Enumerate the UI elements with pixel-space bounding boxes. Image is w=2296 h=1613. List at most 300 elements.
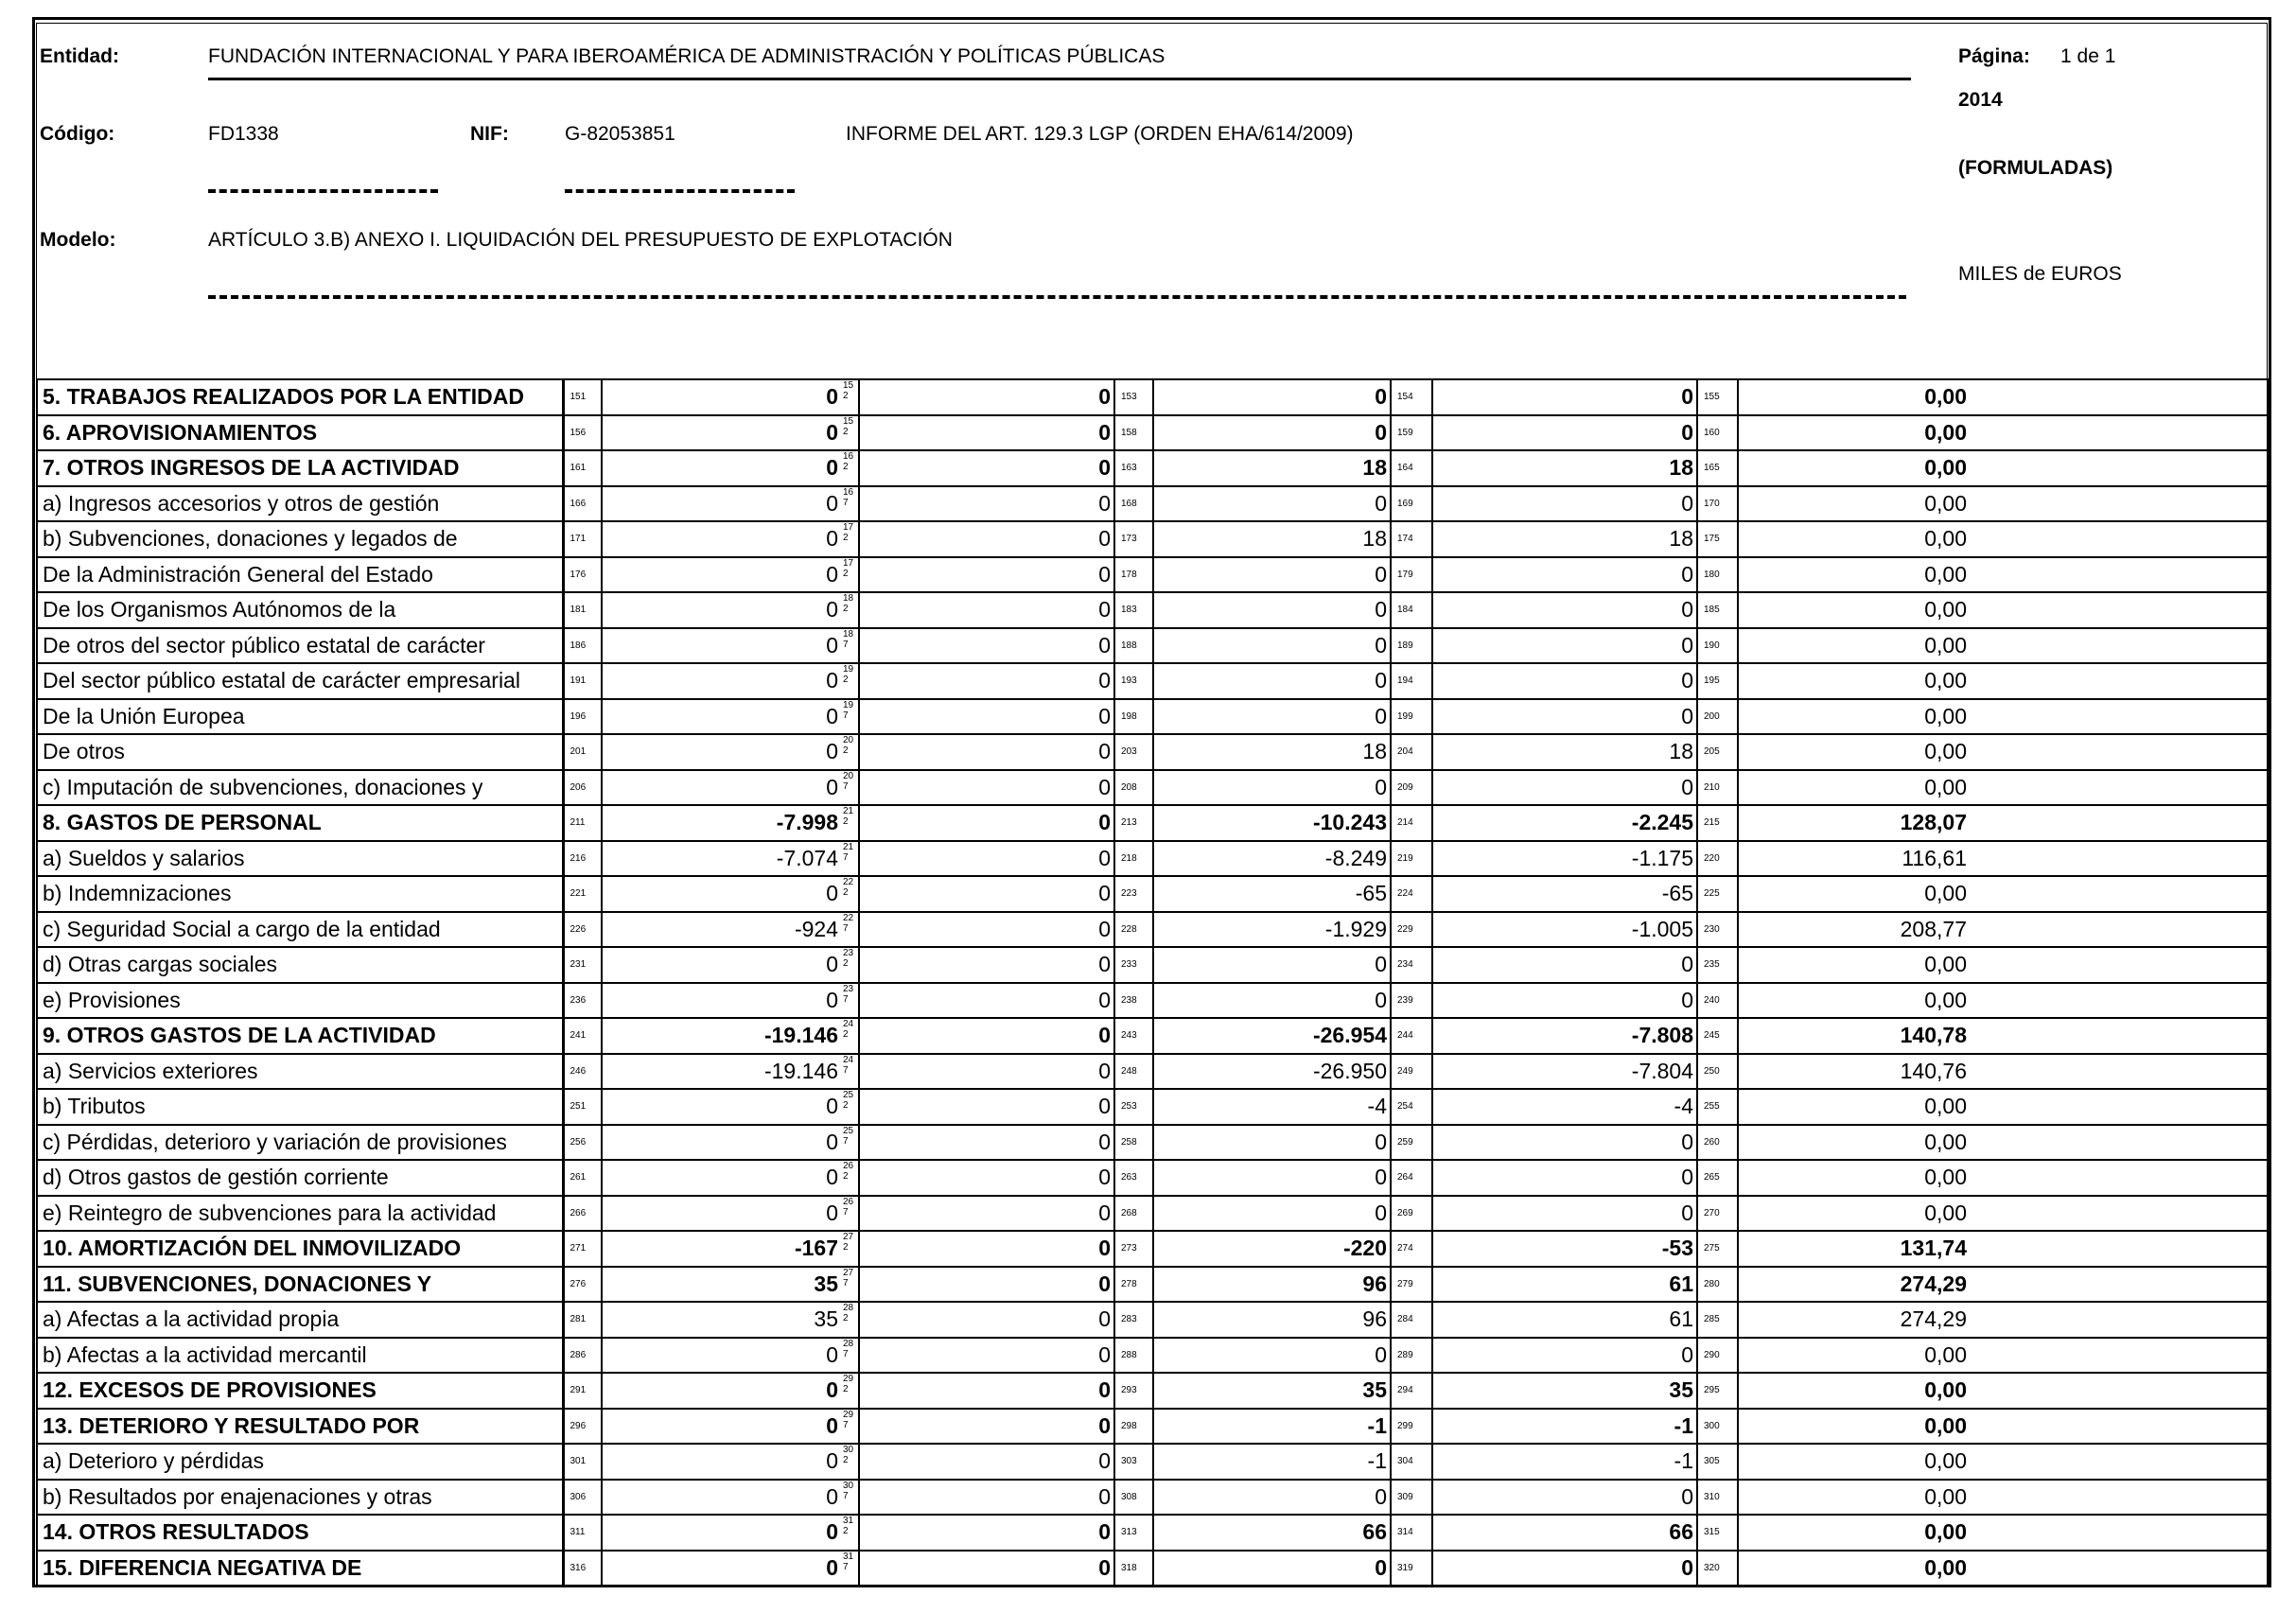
row-label: d) Otros gastos de gestión corriente [37,1160,563,1196]
code-col3: 183 [1114,592,1153,628]
value-col4: 35 [1432,1373,1697,1409]
blank-cell [1978,699,2269,735]
code-stack-bottom: 7 [843,1561,849,1572]
row-label: b) Resultados por enajenaciones y otras [37,1480,563,1516]
code-col3: 233 [1114,947,1153,983]
value-col3: 0 [1153,1160,1391,1196]
code-stack-top: 26 [843,1161,854,1171]
entidad-label: Entidad: [40,45,119,67]
code-col2 [841,1373,859,1409]
row-label: 13. DETERIORO Y RESULTADO POR [37,1409,563,1445]
percent-value: 0,00 [1738,379,1978,415]
code-col2 [841,1196,859,1232]
value-col4: -53 [1432,1231,1697,1267]
code-col5: 170 [1697,486,1738,522]
code-col1: 251 [563,1089,602,1125]
code-stack-bottom: 2 [843,604,849,614]
code-col1: 161 [563,450,602,486]
value-col2: 0 [859,841,1114,877]
code-col3: 223 [1114,876,1153,912]
code-col4: 244 [1391,1018,1432,1054]
row-label: 9. OTROS GASTOS DE LA ACTIVIDAD [37,1018,563,1054]
code-stack-bottom: 7 [843,1135,849,1147]
code-col1: 266 [563,1196,602,1232]
percent-value: 0,00 [1738,415,1978,451]
code-stack-bottom: 2 [843,1100,849,1111]
code-col2 [841,379,859,415]
value-col1: 0 [602,557,841,593]
percent-value: 0,00 [1738,983,1978,1019]
value-col2: 0 [859,1338,1114,1374]
value-col3: -26.954 [1153,1018,1391,1054]
value-col3: 0 [1153,1338,1391,1374]
code-col1: 176 [563,557,602,593]
value-col2: 0 [859,1231,1114,1267]
value-col4: 61 [1432,1302,1697,1338]
code-col1: 216 [563,841,602,877]
table-row [37,592,2269,628]
code-col1: 156 [563,415,602,451]
code-col1: 291 [563,1373,602,1409]
value-col4: 0 [1432,1338,1697,1374]
code-col2 [841,450,859,486]
code-col4: 174 [1391,521,1432,557]
blank-cell [1978,557,2269,593]
code-col2 [841,983,859,1019]
code-stack-top: 30 [843,1445,854,1455]
code-col4: 154 [1391,379,1432,415]
blank-cell [1978,1444,2269,1480]
code-col1: 306 [563,1480,602,1516]
value-col4: 0 [1432,415,1697,451]
code-stack-bottom: 2 [843,1384,849,1394]
code-stack-bottom: 7 [843,710,849,721]
code-col1: 281 [563,1302,602,1338]
code-col5: 315 [1697,1515,1738,1551]
code-stack-bottom: 2 [843,568,849,579]
row-label: c) Seguridad Social a cargo de la entidad [37,912,563,948]
row-label: b) Afectas a la actividad mercantil [37,1338,563,1374]
value-col1: 0 [602,486,841,522]
value-col1: 0 [602,592,841,628]
code-col4: 279 [1391,1267,1432,1303]
pagina-label: Página: [1958,45,2030,67]
code-col2 [841,1125,859,1161]
blank-cell [1978,486,2269,522]
percent-value: 0,00 [1738,486,1978,522]
code-col5: 310 [1697,1480,1738,1516]
value-col4: 0 [1432,1196,1697,1232]
modelo-label: Modelo: [40,229,116,251]
table-row [37,557,2269,593]
code-col1: 271 [563,1231,602,1267]
blank-cell [1978,983,2269,1019]
value-col4: 0 [1432,1160,1697,1196]
row-label: 14. OTROS RESULTADOS [37,1515,563,1551]
value-col1: 0 [602,983,841,1019]
row-label: 15. DIFERENCIA NEGATIVA DE [37,1551,563,1587]
code-col2 [841,1444,859,1480]
code-col5: 255 [1697,1089,1738,1125]
code-col1: 236 [563,983,602,1019]
code-stack-bottom: 7 [843,1277,849,1289]
value-col4: 0 [1432,628,1697,664]
value-col4: -7.808 [1432,1018,1697,1054]
percent-value: 0,00 [1738,1480,1978,1516]
code-stack-top: 15 [843,415,854,427]
code-stack-bottom: 2 [843,1242,849,1253]
row-label: a) Deterioro y pérdidas [37,1444,563,1480]
nif-value: G-82053851 [565,123,675,145]
percent-value: 0,00 [1738,1444,1978,1480]
code-col1: 171 [563,521,602,557]
pagina-value: 1 de 1 [2060,45,2116,67]
code-col1: 241 [563,1018,602,1054]
value-col3: 0 [1153,592,1391,628]
value-col2: 0 [859,734,1114,770]
year: 2014 [1958,89,2003,111]
code-col3: 273 [1114,1231,1153,1267]
code-stack-top: 21 [843,806,854,816]
value-col4: 61 [1432,1267,1697,1303]
code-stack-top: 30 [843,1480,854,1491]
code-col1: 286 [563,1338,602,1374]
code-stack-bottom: 2 [843,533,849,543]
code-col3: 203 [1114,734,1153,770]
code-col2 [841,1338,859,1374]
value-col1: 0 [602,450,841,486]
value-col2: 0 [859,592,1114,628]
value-col2: 0 [859,805,1114,841]
code-col1: 296 [563,1409,602,1445]
code-col2 [841,805,859,841]
value-col3: 96 [1153,1302,1391,1338]
nif-dashes [565,189,795,193]
row-label: De la Administración General del Estado [37,557,563,593]
code-col2 [841,521,859,557]
code-col3: 268 [1114,1196,1153,1232]
nif-label: NIF: [470,123,509,145]
row-label: 7. OTROS INGRESOS DE LA ACTIVIDAD [37,450,563,486]
value-col1: 0 [602,1160,841,1196]
code-col4: 219 [1391,841,1432,877]
code-col1: 181 [563,592,602,628]
percent-value: 0,00 [1738,1338,1978,1374]
code-stack-bottom: 2 [843,1455,849,1465]
value-col2: 0 [859,699,1114,735]
code-col2 [841,415,859,451]
code-col3: 303 [1114,1444,1153,1480]
row-label: 5. TRABAJOS REALIZADOS POR LA ENTIDAD [37,379,563,415]
value-col4: 0 [1432,486,1697,522]
table-row [37,1515,2269,1551]
row-label: De otros [37,734,563,770]
value-col2: 0 [859,1054,1114,1090]
blank-cell [1978,876,2269,912]
code-stack-top: 23 [843,983,854,994]
code-stack-bottom: 7 [843,993,849,1005]
row-label: De la Unión Europea [37,699,563,735]
code-col5: 210 [1697,770,1738,806]
value-col2: 0 [859,1160,1114,1196]
code-stack-bottom: 7 [843,780,849,792]
code-col3: 318 [1114,1551,1153,1587]
value-col2: 0 [859,1551,1114,1587]
percent-value: 274,29 [1738,1267,1978,1303]
code-col2 [841,947,859,983]
code-col5: 265 [1697,1160,1738,1196]
code-col4: 224 [1391,876,1432,912]
value-col1: -7.074 [602,841,841,877]
code-col5: 285 [1697,1302,1738,1338]
value-col3: 0 [1153,486,1391,522]
code-stack-bottom: 7 [843,1064,849,1076]
code-col5: 275 [1697,1231,1738,1267]
code-col3: 243 [1114,1018,1153,1054]
code-stack-bottom: 2 [843,1526,849,1536]
code-col5: 225 [1697,876,1738,912]
value-col1: 0 [602,1338,841,1374]
value-col2: 0 [859,1267,1114,1303]
row-label: a) Sueldos y salarios [37,841,563,877]
row-label: 12. EXCESOS DE PROVISIONES [37,1373,563,1409]
code-col1: 196 [563,699,602,735]
value-col2: 0 [859,1409,1114,1445]
code-col2 [841,1267,859,1303]
value-col4: 0 [1432,663,1697,699]
code-col2 [841,876,859,912]
value-col1: 0 [602,699,841,735]
code-stack-top: 28 [843,1303,854,1313]
value-col2: 0 [859,1089,1114,1125]
value-col4: 18 [1432,521,1697,557]
code-col4: 294 [1391,1373,1432,1409]
value-col1: 0 [602,628,841,664]
table-row [37,1089,2269,1125]
code-col3: 218 [1114,841,1153,877]
code-col5: 185 [1697,592,1738,628]
value-col3: 0 [1153,663,1391,699]
code-col4: 274 [1391,1231,1432,1267]
code-col4: 204 [1391,734,1432,770]
blank-cell [1978,1551,2269,1587]
blank-cell [1978,947,2269,983]
value-col2: 0 [859,1444,1114,1480]
code-col2 [841,486,859,522]
percent-value: 140,78 [1738,1018,1978,1054]
table-row [37,379,2269,415]
value-col1: 0 [602,1551,841,1587]
percent-value: 0,00 [1738,521,1978,557]
value-col4: 0 [1432,947,1697,983]
code-stack-top: 23 [843,948,854,958]
value-col2: 0 [859,876,1114,912]
value-col1: -19.146 [602,1018,841,1054]
blank-cell [1978,734,2269,770]
code-stack-top: 28 [843,1338,854,1349]
value-col3: 0 [1153,1480,1391,1516]
value-col2: 0 [859,1018,1114,1054]
code-col3: 248 [1114,1054,1153,1090]
table-row [37,1267,2269,1303]
value-col1: 0 [602,734,841,770]
value-col4: -1.005 [1432,912,1697,948]
code-col5: 320 [1697,1551,1738,1587]
row-label: De otros del sector público estatal de carácter [37,628,563,664]
percent-value: 274,29 [1738,1302,1978,1338]
code-col2 [841,841,859,877]
blank-cell [1978,1196,2269,1232]
value-col1: -7.998 [602,805,841,841]
row-label: e) Provisiones [37,983,563,1019]
code-col4: 269 [1391,1196,1432,1232]
table-row [37,876,2269,912]
code-stack-top: 22 [843,877,854,887]
blank-cell [1978,1018,2269,1054]
code-col2 [841,1018,859,1054]
code-col2 [841,734,859,770]
table-row [37,1373,2269,1409]
blank-cell [1978,592,2269,628]
code-stack-top: 19 [843,699,854,710]
row-label: 10. AMORTIZACIÓN DEL INMOVILIZADO [37,1231,563,1267]
code-col5: 260 [1697,1125,1738,1161]
code-col5: 240 [1697,983,1738,1019]
value-col2: 0 [859,947,1114,983]
percent-value: 0,00 [1738,1089,1978,1125]
code-col3: 253 [1114,1089,1153,1125]
code-stack-top: 25 [843,1090,854,1100]
code-col5: 280 [1697,1267,1738,1303]
code-col5: 300 [1697,1409,1738,1445]
blank-cell [1978,1160,2269,1196]
code-col4: 319 [1391,1551,1432,1587]
code-stack-bottom: 2 [843,1029,849,1040]
code-col5: 155 [1697,379,1738,415]
percent-value: 0,00 [1738,1125,1978,1161]
code-col1: 191 [563,663,602,699]
percent-value: 0,00 [1738,1409,1978,1445]
row-label: c) Pérdidas, deterioro y variación de provisiones [37,1125,563,1161]
percent-value: 0,00 [1738,876,1978,912]
percent-value: 0,00 [1738,1196,1978,1232]
code-col1: 186 [563,628,602,664]
code-stack-bottom: 7 [843,1348,849,1359]
code-col1: 151 [563,379,602,415]
code-col3: 193 [1114,663,1153,699]
table-row [37,734,2269,770]
code-col3: 158 [1114,415,1153,451]
percent-value: 0,00 [1738,947,1978,983]
table-row [37,415,2269,451]
code-stack-top: 18 [843,628,854,640]
table-row [37,805,2269,841]
blank-cell [1978,912,2269,948]
value-col1: 0 [602,1480,841,1516]
code-col4: 199 [1391,699,1432,735]
code-stack-bottom: 2 [843,426,849,437]
value-col1: 0 [602,1373,841,1409]
value-col1: 35 [602,1267,841,1303]
value-col4: 0 [1432,557,1697,593]
code-col4: 249 [1391,1054,1432,1090]
code-stack-top: 24 [843,1019,854,1029]
value-col2: 0 [859,663,1114,699]
row-label: c) Imputación de subvenciones, donaciones y [37,770,563,806]
code-stack-bottom: 2 [843,887,849,898]
value-col2: 0 [859,450,1114,486]
row-label: b) Tributos [37,1089,563,1125]
code-col5: 215 [1697,805,1738,841]
code-col3: 263 [1114,1160,1153,1196]
value-col4: 0 [1432,983,1697,1019]
value-col1: 0 [602,1444,841,1480]
code-col3: 278 [1114,1267,1153,1303]
code-col3: 238 [1114,983,1153,1019]
value-col4: -1 [1432,1444,1697,1480]
value-col2: 0 [859,983,1114,1019]
table-row [37,1302,2269,1338]
value-col3: 35 [1153,1373,1391,1409]
budget-table [36,378,2270,1587]
table-row [37,1125,2269,1161]
code-stack-top: 29 [843,1409,854,1420]
value-col3: 0 [1153,947,1391,983]
code-col3: 153 [1114,379,1153,415]
code-col4: 209 [1391,770,1432,806]
code-col3: 258 [1114,1125,1153,1161]
percent-value: 0,00 [1738,557,1978,593]
code-col4: 189 [1391,628,1432,664]
code-stack-bottom: 2 [843,391,849,401]
percent-value: 116,61 [1738,841,1978,877]
code-col2 [841,663,859,699]
blank-cell [1978,379,2269,415]
blank-cell [1978,1231,2269,1267]
code-col3: 173 [1114,521,1153,557]
code-col3: 313 [1114,1515,1153,1551]
blank-cell [1978,1054,2269,1090]
value-col1: 0 [602,1125,841,1161]
value-col3: 0 [1153,1551,1391,1587]
code-col2 [841,1480,859,1516]
codigo-value: FD1338 [208,123,279,145]
code-col5: 290 [1697,1338,1738,1374]
code-stack-bottom: 2 [843,958,849,969]
table-row [37,947,2269,983]
code-col4: 289 [1391,1338,1432,1374]
code-col1: 256 [563,1125,602,1161]
blank-cell [1978,770,2269,806]
modelo-value: ARTÍCULO 3.B) ANEXO I. LIQUIDACIÓN DEL PRESUPUESTO DE EXPLOTACIÓN [208,229,953,251]
code-col2 [841,912,859,948]
value-col3: -10.243 [1153,805,1391,841]
code-col4: 229 [1391,912,1432,948]
value-col2: 0 [859,557,1114,593]
blank-cell [1978,841,2269,877]
code-col1: 316 [563,1551,602,1587]
code-col1: 201 [563,734,602,770]
code-col1: 231 [563,947,602,983]
value-col3: -4 [1153,1089,1391,1125]
code-col4: 314 [1391,1515,1432,1551]
code-col5: 205 [1697,734,1738,770]
row-label: e) Reintegro de subvenciones para la actividad [37,1196,563,1232]
value-col2: 0 [859,415,1114,451]
blank-cell [1978,628,2269,664]
code-stack-bottom: 7 [843,1419,849,1430]
row-label: a) Afectas a la actividad propia [37,1302,563,1338]
